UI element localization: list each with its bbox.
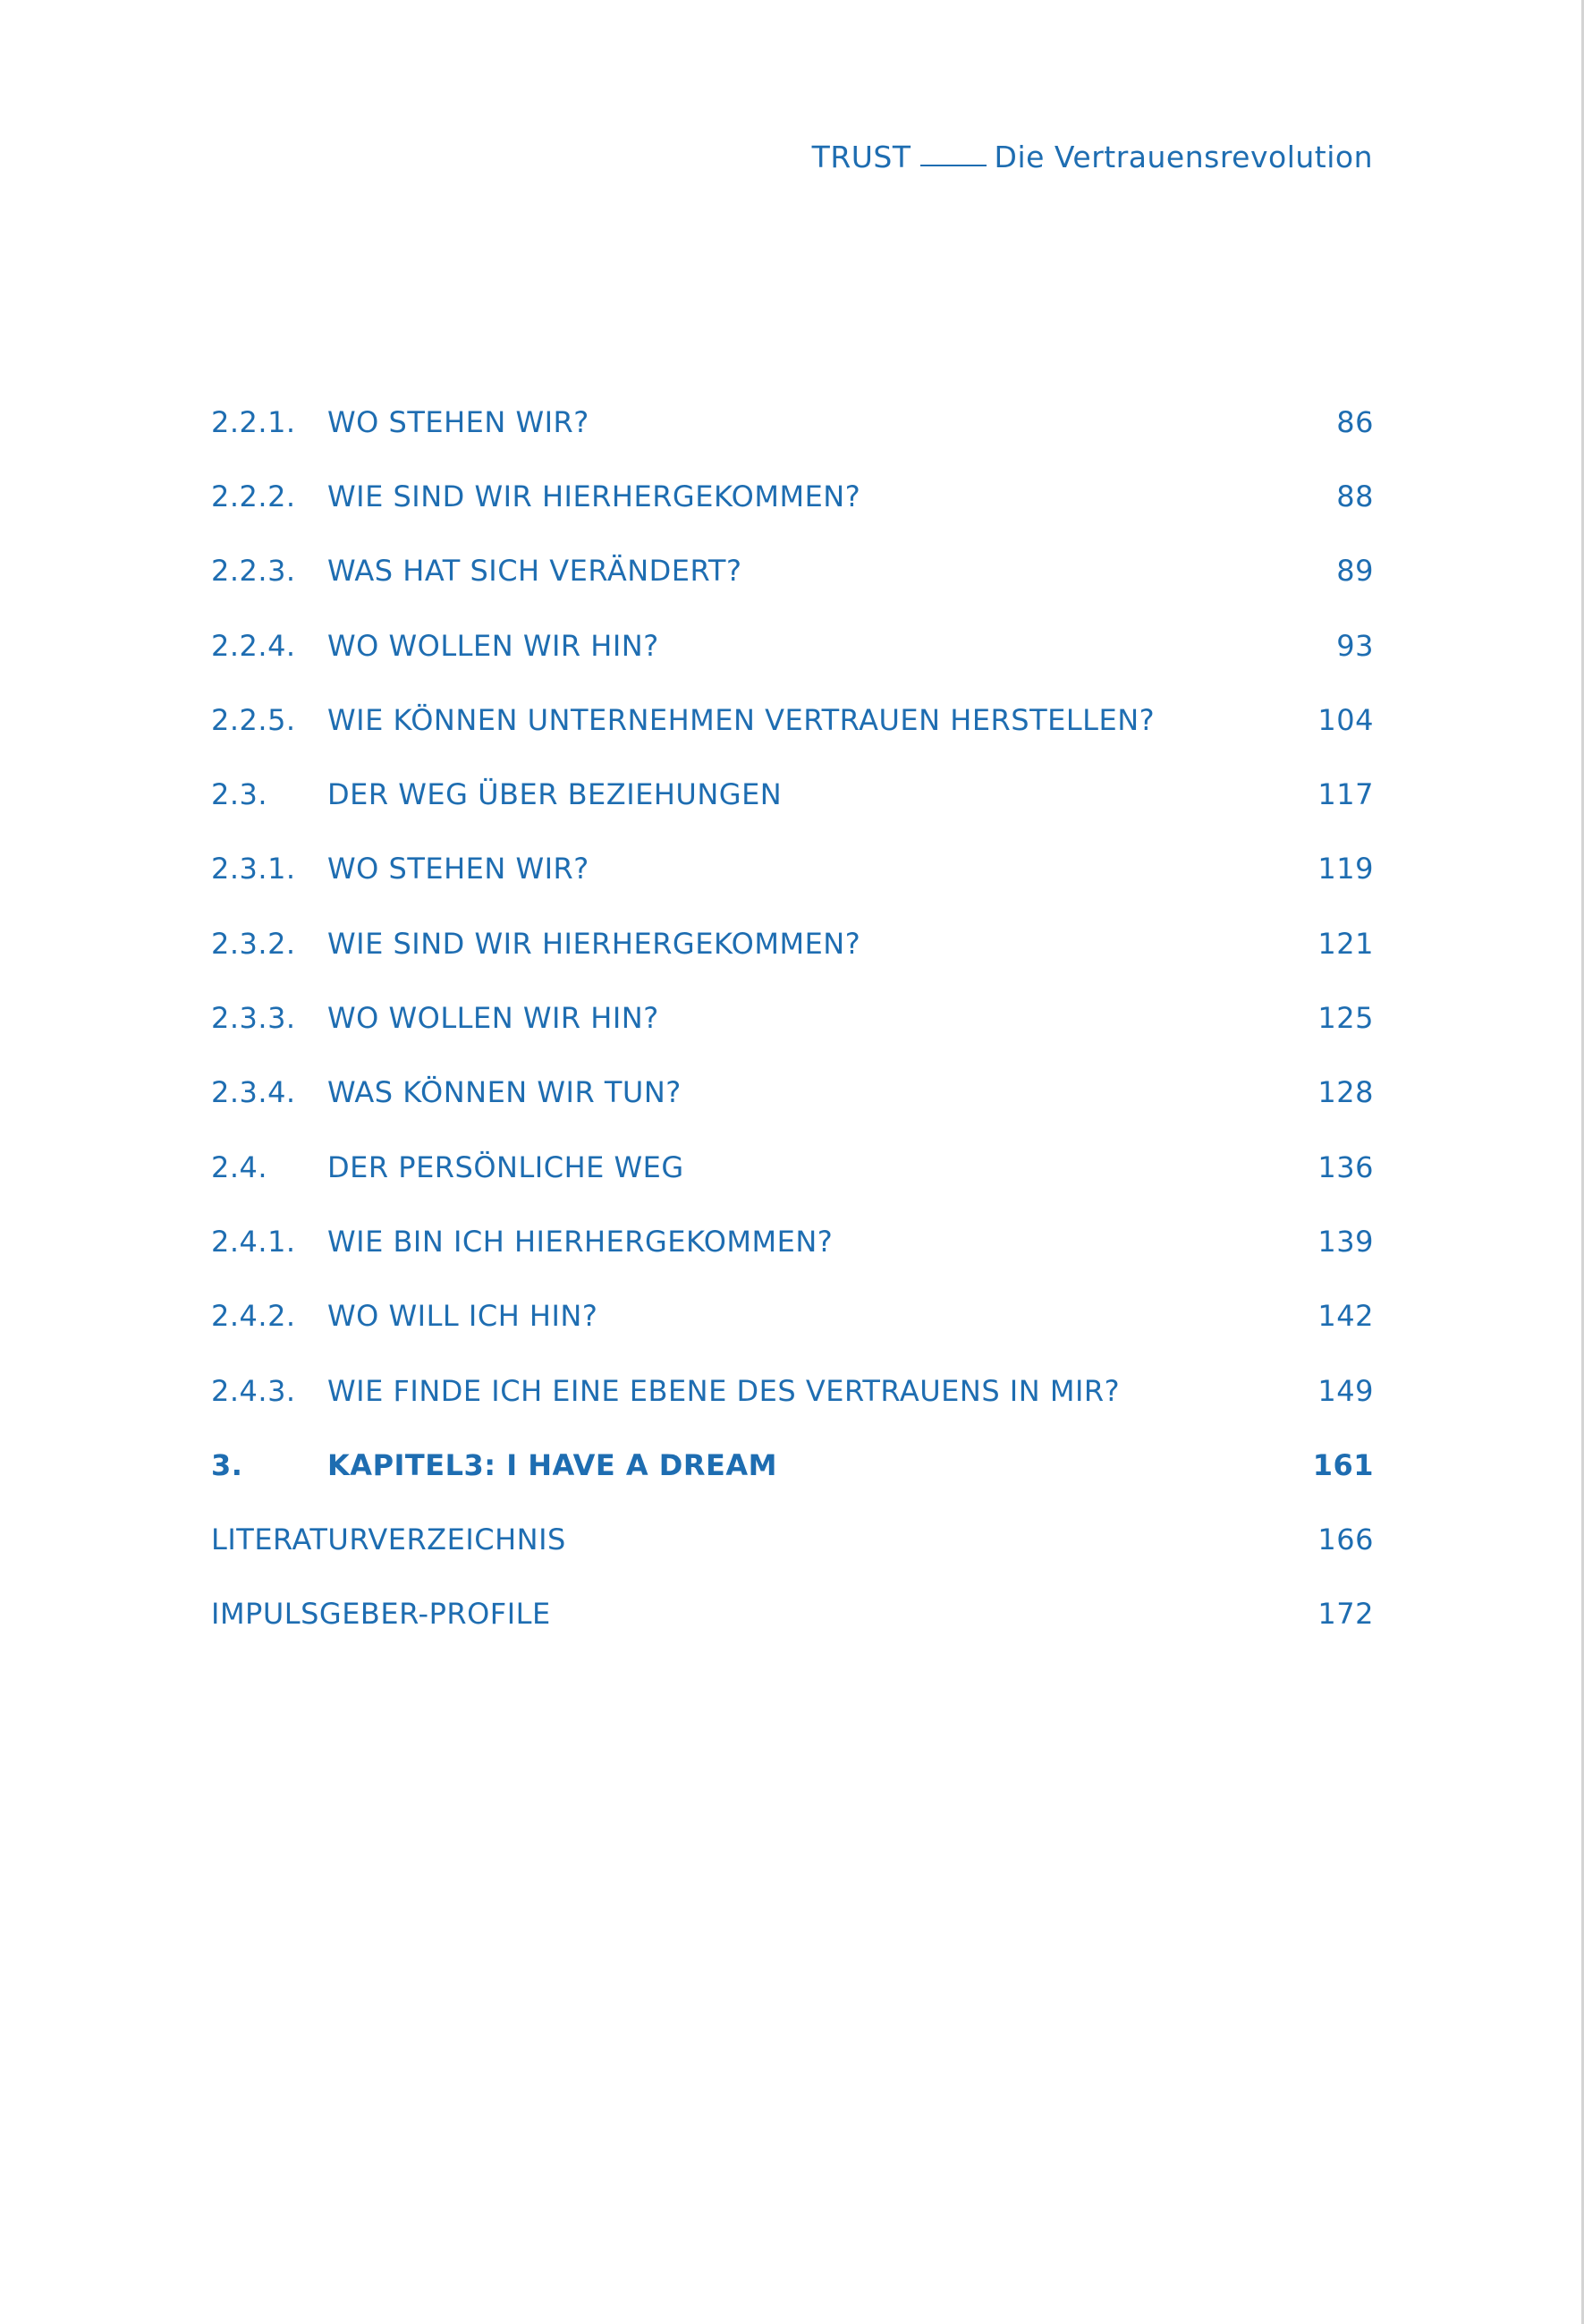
toc-entry-number: 2.3.3. [211,1001,296,1036]
toc-entry-2-3-3[interactable] [211,980,1374,1055]
toc-entry-title: IMPULSGEBER-PROFILE [211,1597,551,1632]
toc-entry-number: 2.2.5. [211,702,296,737]
toc-entry-2-2-4[interactable] [211,608,1374,683]
toc-entry-chapter-3[interactable] [211,1428,1374,1502]
toc-entry-title: WAS KÖNNEN WIR TUN? [327,1075,682,1110]
toc-entry-2-2-1[interactable] [211,385,1374,459]
toc-entry-title: DER PERSÖNLICHE WEG [327,1149,684,1184]
toc-entry-number: 3. [211,1447,243,1482]
running-header [812,140,1373,179]
toc-entry-number: 2.2.4. [211,628,296,663]
toc-entry-page: 128 [1317,1075,1374,1110]
toc-entry-title: LITERATURVERZEICHNIS [211,1522,566,1557]
toc-entry-2-4-3[interactable] [211,1353,1374,1428]
toc-entry-2-2-5[interactable] [211,683,1374,757]
toc-entry-number: 2.3.4. [211,1075,296,1110]
toc-entry-2-4-2[interactable] [211,1279,1374,1353]
toc-entry-title: WIE KÖNNEN UNTERNEHMEN VERTRAUEN HERSTELLEN? [327,702,1156,737]
toc-entry-page: 93 [1336,628,1374,663]
toc-entry-page: 161 [1312,1447,1374,1482]
toc-entry-number: 2.2.2. [211,479,296,513]
toc-entry-page: 142 [1317,1299,1374,1334]
toc-entry-title: WAS HAT SICH VERÄNDERT? [327,554,742,589]
header-separator-rule [920,165,987,166]
toc-entry-page: 88 [1336,479,1374,513]
toc-entry-impulsgeber-profile[interactable] [211,1577,1374,1651]
toc-entry-2-3-1[interactable] [211,832,1374,906]
toc-entry-page: 86 [1336,404,1374,439]
toc-entry-number: 2.3. [211,777,268,812]
toc-entry-page: 117 [1317,777,1374,812]
toc-entry-page: 104 [1317,702,1374,737]
toc-entry-title: KAPITEL3: I HAVE A DREAM [327,1447,777,1482]
toc-entry-page: 89 [1336,554,1374,589]
toc-entry-number: 2.2.3. [211,554,296,589]
toc-entry-2-3-2[interactable] [211,906,1374,980]
toc-entry-number: 2.3.2. [211,926,296,961]
toc-entry-title: WO WOLLEN WIR HIN? [327,628,659,663]
toc-entry-number: 2.4.3. [211,1373,296,1408]
toc-entry-number: 2.3.1. [211,852,296,886]
toc-entry-2-3[interactable] [211,757,1374,831]
toc-entry-title: DER WEG ÜBER BEZIEHUNGEN [327,777,783,812]
toc-entry-literaturverzeichnis[interactable] [211,1502,1374,1576]
table-of-contents [211,385,1374,1651]
toc-entry-page: 172 [1317,1597,1374,1632]
toc-entry-page: 149 [1317,1373,1374,1408]
toc-entry-2-2-3[interactable] [211,534,1374,608]
toc-entry-title: WO WILL ICH HIN? [327,1299,598,1334]
toc-entry-2-2-2[interactable] [211,459,1374,533]
toc-entry-2-4-1[interactable] [211,1204,1374,1278]
toc-entry-2-3-4[interactable] [211,1056,1374,1130]
toc-entry-page: 136 [1317,1149,1374,1184]
toc-entry-title: WIE FINDE ICH EINE EBENE DES VERTRAUENS IN MIR? [327,1373,1121,1408]
toc-entry-number: 2.4.2. [211,1299,296,1334]
toc-entry-page: 119 [1317,852,1374,886]
toc-entry-title: WIE SIND WIR HIERHERGEKOMMEN? [327,479,861,513]
toc-entry-title: WIE BIN ICH HIERHERGEKOMMEN? [327,1224,834,1259]
toc-entry-title: WO STEHEN WIR? [327,852,589,886]
toc-entry-title: WO STEHEN WIR? [327,404,589,439]
header-subtitle: Die Vertrauensrevolution [994,140,1373,174]
toc-entry-number: 2.4. [211,1149,268,1184]
toc-entry-2-4[interactable] [211,1130,1374,1204]
toc-entry-page: 166 [1317,1522,1374,1557]
header-book-title: TRUST [811,140,911,174]
toc-entry-page: 139 [1317,1224,1374,1259]
toc-entry-page: 125 [1317,1001,1374,1036]
toc-entry-number: 2.4.1. [211,1224,296,1259]
toc-entry-number: 2.2.1. [211,404,296,439]
toc-entry-title: WO WOLLEN WIR HIN? [327,1001,659,1036]
toc-entry-page: 121 [1317,926,1374,961]
toc-entry-title: WIE SIND WIR HIERHERGEKOMMEN? [327,926,861,961]
